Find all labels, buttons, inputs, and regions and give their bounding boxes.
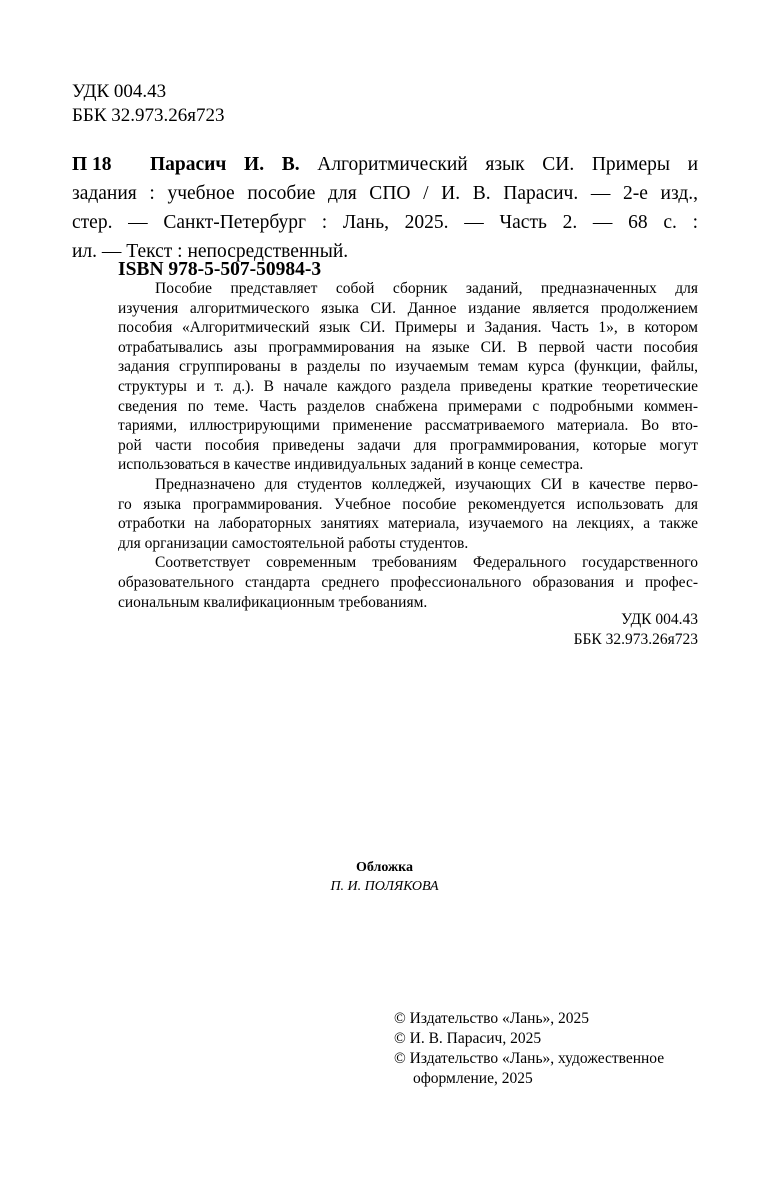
annotation-line: изучения алгоритмического языка СИ. Данное издание является продолжением [118, 299, 698, 317]
annotation-line: отработки на лабораторных занятиях материала, изучаемого на лекциях, а также [118, 515, 698, 533]
cover-label: Обложка [355, 860, 414, 875]
copyright-line: © Издательство «Лань», 2025 [394, 1010, 590, 1027]
author-sign-code: П 18 [72, 154, 112, 175]
annotation-line: структуры и т. д.). В начале каждого раздела приведены краткие теоретические [118, 377, 698, 395]
entry-title: Алгоритмический язык СИ. Примеры и [317, 154, 699, 175]
annotation-line: Пособие представляет собой сборник заданий, предназначенных для [155, 280, 698, 297]
annotation-line: Соответствует современным требованиям Федерального государственного [155, 554, 698, 572]
bbk-code: ББК 32.973.26я723 [72, 105, 225, 126]
bbk-code-bottom: ББК 32.973.26я723 [573, 631, 698, 648]
copyright-line: © И. В. Парасич, 2025 [394, 1030, 542, 1047]
entry-line-1 [150, 150, 698, 179]
annotation [118, 279, 698, 612]
annotation-line: тариями, иллюстрирующими применение рассматриваемого материала. Во вто- [118, 417, 698, 435]
annotation-line: Предназначено для студентов колледжей, изучающих СИ в качестве перво- [155, 475, 698, 493]
cover-credit [0, 858, 769, 896]
annotation-line: использоваться в качестве индивидуальных заданий в конце семестра. [118, 456, 584, 474]
cover-artist: П. И. ПОЛЯКОВА [330, 879, 439, 894]
entry-line-2: задания : учебное пособие для СПО / И. В. Парасич. — 2-е изд., [72, 183, 698, 204]
copyright-line: оформление, 2025 [413, 1070, 533, 1087]
isbn: ISBN 978-5-507-50984-3 [118, 259, 322, 280]
annotation-line: для организации самостоятельной работы студентов. [118, 534, 469, 552]
annotation-line: образовательного стандарта среднего профессионального образования и профес- [118, 573, 698, 591]
annotation-line: рой части пособия приведены задачи для программирования, которые могут [118, 436, 698, 454]
annotation-line: сведения по теме. Часть разделов снабжена примерами с подробными коммен- [118, 397, 698, 415]
udk-code-bottom: УДК 004.43 [621, 611, 698, 628]
classification-block [72, 80, 224, 128]
copyright-block [394, 1009, 664, 1089]
annotation-line: задания сгруппированы в разделы по изучаемым темам курса (функции, файлы, [118, 358, 698, 376]
entry-line-3: стер. — Санкт-Петербург : Лань, 2025. — Часть 2. — 68 с. : [72, 212, 698, 233]
annotation-line: го языка программирования. Учебное пособие рекомендуется использовать для [118, 495, 698, 513]
udk-code: УДК 004.43 [72, 81, 167, 102]
annotation-line: отрабатывались азы программирования на языке СИ. В первой части пособия [118, 338, 698, 356]
bottom-classification-block [574, 610, 698, 650]
annotation-line: сиональным квалификационным требованиям. [118, 593, 428, 611]
author-name: Парасич И. В. [150, 154, 300, 175]
annotation-line: пособия «Алгоритмический язык СИ. Примеры и Задания. Часть 1», в котором [118, 319, 698, 337]
copyright-line: © Издательство «Лань», художественное [394, 1050, 665, 1067]
entry-line-4: ил. — Текст : непосредственный. [72, 241, 349, 262]
